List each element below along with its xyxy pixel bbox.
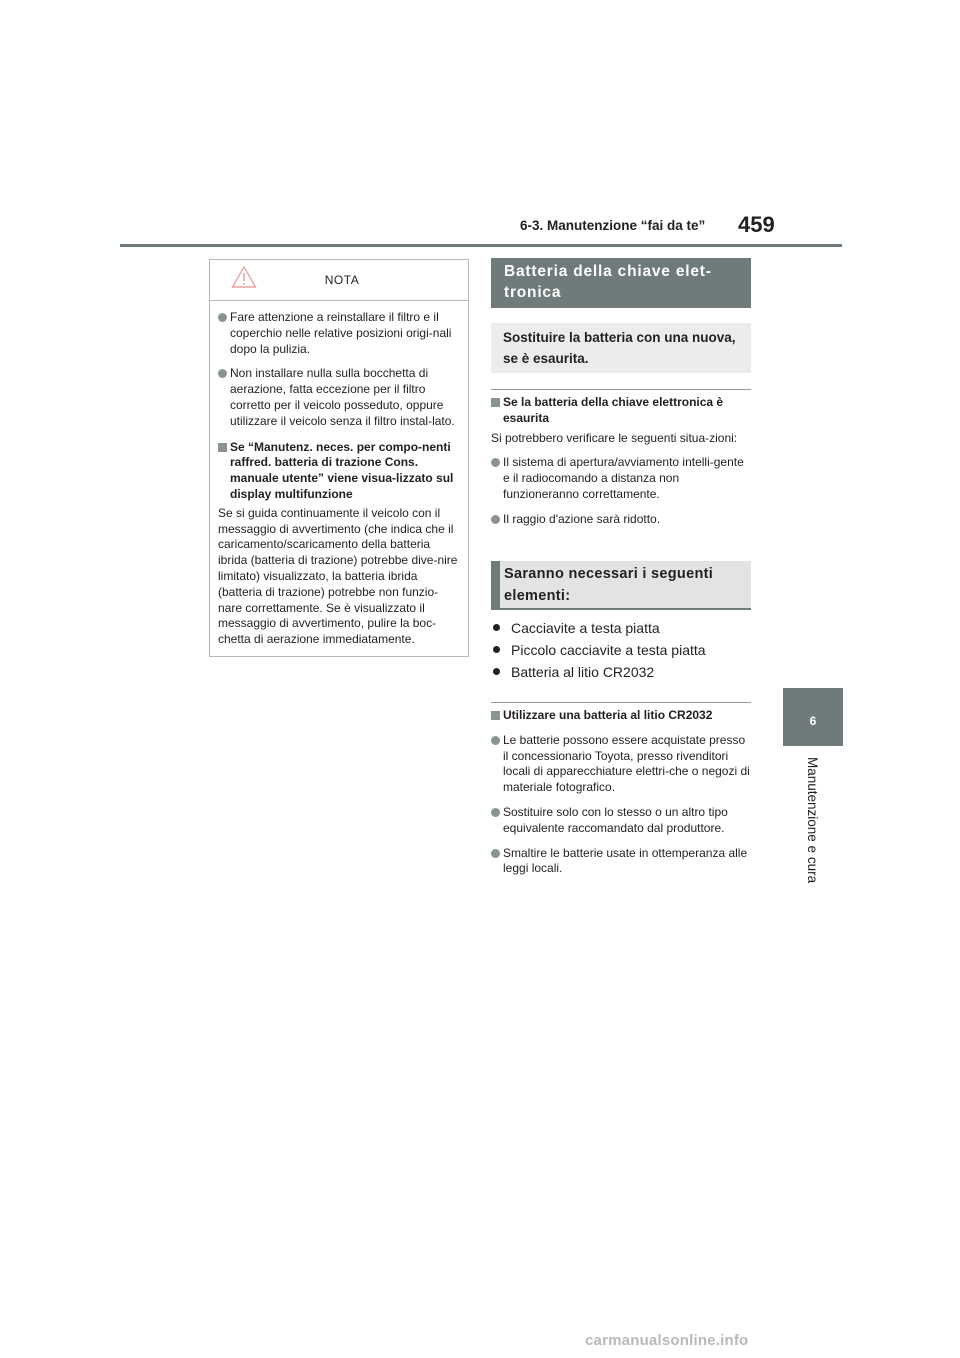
info-bullet: Il raggio d'azione sarà ridotto. [491,512,751,528]
list-item: Batteria al litio CR2032 [491,661,751,683]
nota-bullet: Fare attenzione a reinstallare il filtro e il coperchio nelle relative posizioni origi-nali dopo la pulizia. [218,310,460,357]
section-title: 6-3. Manutenzione “fai da te” [520,218,706,233]
bullet-dot-icon [493,624,500,631]
header-rule [120,244,842,247]
bullet-dot-icon [218,313,227,322]
bullet-dot-icon [491,736,500,745]
square-bullet-icon [218,443,227,452]
info-block-1 [491,389,751,528]
square-bullet-icon [491,398,500,407]
bullet-dot-icon [491,849,500,858]
bullet-dot-icon [491,808,500,817]
info-bullet: Sostituire solo con lo stesso o un altro tipo equivalente raccomandato dal produttore. [491,805,751,837]
square-bullet-icon [491,711,500,720]
nota-paragraph: Se si guida continuamente il veicolo con il messaggio di avvertimento (che indica che il caricamento/scaricamento della batteria ibrida (batteria di trazione) potrebbe dive-nire limitato) visualizzato, la batteria ibrida (batteria di trazione) potrebbe non funzio-nare correttamente. Se è visualizzato il messaggio di avvertimento, pulire la boc-chetta di aerazione immediatamente. [218,505,458,647]
divider [491,702,751,703]
nota-divider [210,300,468,301]
info-bullet: Il sistema di apertura/avviamento intelli-gente e il radiocomando a distanza non funzioneranno correttamente. [491,455,751,502]
nota-bullet: Non installare nulla sulla bocchetta di aerazione, fatta eccezione per il filtro corretto per il veicolo posseduto, oppure utilizzare il veicolo senza il filtro instal-lato. [218,366,460,429]
items-list [491,617,751,683]
chapter-label: Manutenzione e cura [805,757,820,884]
bullet-dot-icon [493,668,500,675]
warning-triangle-icon [231,265,257,289]
divider [491,389,751,390]
page-number: 459 [738,212,775,237]
info-heading: Se la batteria della chiave elettronica è esaurita [491,395,751,427]
info-block-2 [491,702,751,877]
list-item: Piccolo cacciavite a testa piatta [491,639,751,661]
info-heading: Utilizzare una batteria al litio CR2032 [491,708,751,724]
section-heading: Batteria della chiave elet-tronica [491,258,751,308]
nota-box [209,259,469,657]
nota-title: NOTA [324,273,360,287]
nota-subheading: Se “Manutenz. neces. per compo-nenti raffred. batteria di trazione Cons. manuale utente” viene visua-lizzato sul display multifunzione [218,440,460,503]
info-bullet: Le batterie possono essere acquistate presso il concessionario Toyota, presso rivenditori locali di apparecchiature elettri-che o negozi di materiale fotografico. [491,733,751,796]
bullet-dot-icon [218,369,227,378]
items-heading: Saranno necessari i seguenti elementi: [491,561,751,610]
info-text: Si potrebbero verificare le seguenti situa-zioni: [491,430,738,445]
chapter-number: 6 [809,714,817,728]
info-bullet: Smaltire le batterie usate in ottemperanza alle leggi locali. [491,846,751,878]
bullet-dot-icon [491,458,500,467]
nota-header [218,260,460,300]
intro-box: Sostituire la batteria con una nuova, se è esaurita. [491,323,751,373]
chapter-tab [783,688,843,746]
bullet-dot-icon [491,515,500,524]
bullet-dot-icon [493,646,500,653]
watermark: carmanualsonline.info [585,1332,749,1349]
list-item: Cacciavite a testa piatta [491,617,751,639]
